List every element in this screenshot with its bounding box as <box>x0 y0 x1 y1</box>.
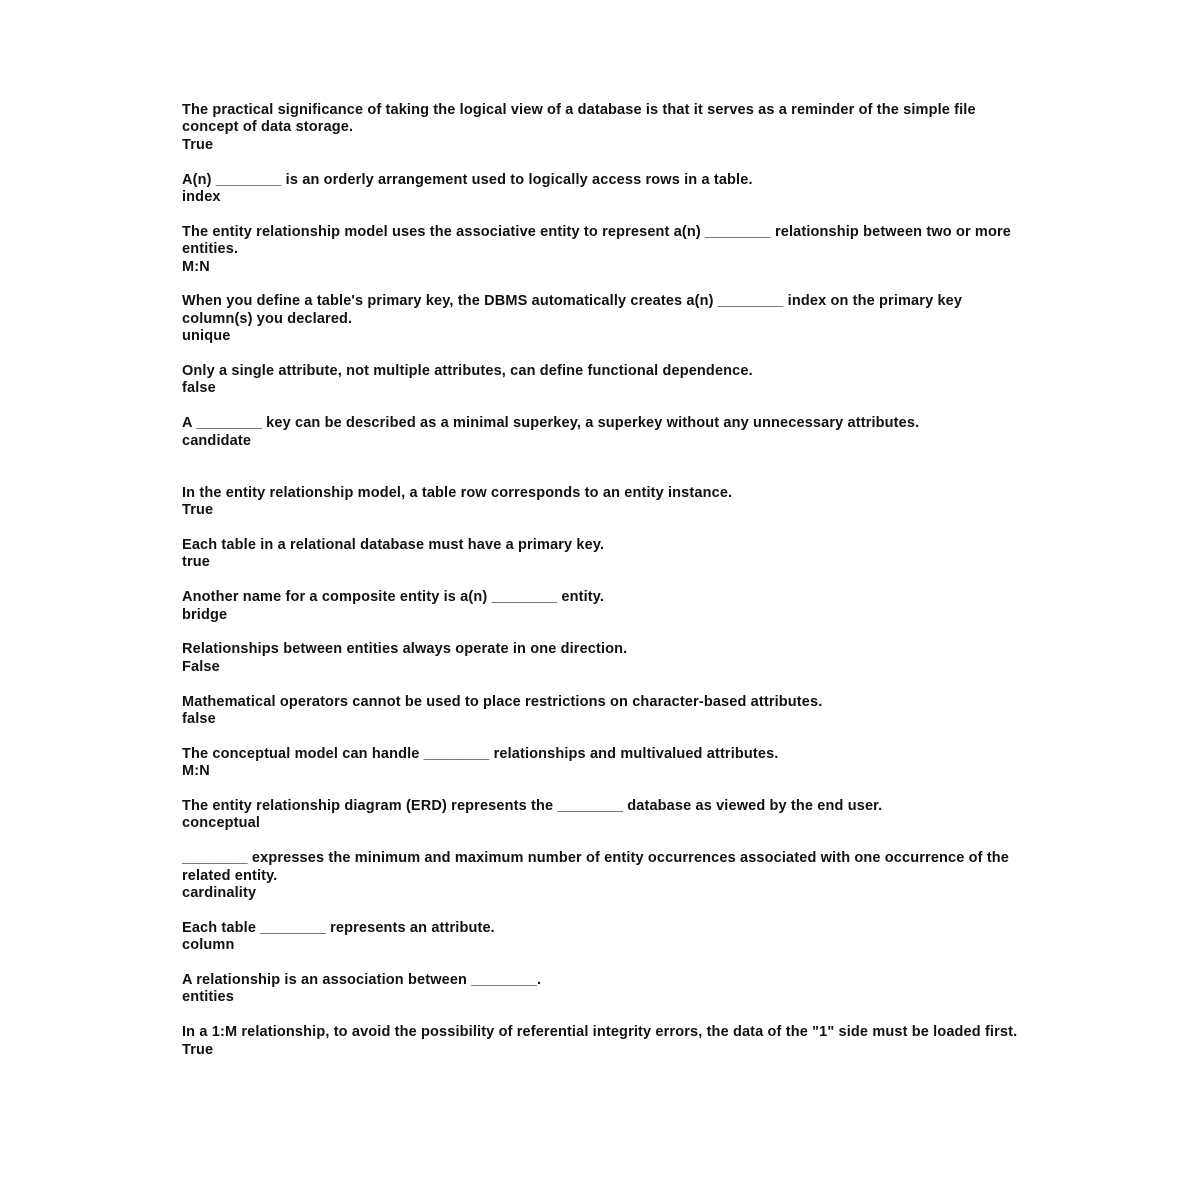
qa-item <box>182 415 1022 450</box>
question-text: Each table in a relational database must have a primary key. <box>182 537 605 554</box>
question-text: Each table ________ represents an attribute. <box>182 919 495 936</box>
answer-text: bridge <box>182 606 228 623</box>
qa-item <box>182 537 1022 572</box>
question-text: Another name for a composite entity is a(n) ________ entity. <box>182 589 605 606</box>
qa-item <box>182 102 1022 154</box>
qa-item <box>182 746 1022 781</box>
question-text: In the entity relationship model, a table row corresponds to an entity instance. <box>182 484 733 501</box>
qa-item <box>182 589 1022 624</box>
question-text: The conceptual model can handle ________ relationships and multivalued attributes. <box>182 745 779 762</box>
qa-item <box>182 1024 1022 1059</box>
answer-text: M:N <box>182 763 210 780</box>
answer-text: True <box>182 502 214 519</box>
spacer <box>182 520 1022 537</box>
spacer <box>182 624 1022 641</box>
answer-text: True <box>182 1041 214 1058</box>
answer-text: True <box>182 136 214 153</box>
qa-item <box>182 485 1022 520</box>
spacer <box>182 955 1022 972</box>
question-text: Relationships between entities always operate in one direction. <box>182 641 628 658</box>
spacer <box>182 1007 1022 1024</box>
spacer <box>182 572 1022 589</box>
spacer <box>182 450 1022 485</box>
spacer <box>182 346 1022 363</box>
answer-text: true <box>182 554 210 571</box>
qa-item <box>182 172 1022 207</box>
answer-text: M:N <box>182 258 210 275</box>
qa-item <box>182 972 1022 1007</box>
answer-text: index <box>182 189 221 206</box>
spacer <box>182 154 1022 171</box>
document-page <box>182 102 1022 1059</box>
answer-text: candidate <box>182 432 252 449</box>
qa-item <box>182 694 1022 729</box>
qa-item <box>182 850 1022 902</box>
qa-item <box>182 224 1022 276</box>
spacer <box>182 781 1022 798</box>
qa-item <box>182 363 1022 398</box>
spacer <box>182 398 1022 415</box>
answer-text: False <box>182 658 220 675</box>
answer-text: conceptual <box>182 815 261 832</box>
answer-text: false <box>182 380 216 397</box>
spacer <box>182 676 1022 693</box>
spacer <box>182 728 1022 745</box>
answer-text: cardinality <box>182 885 257 902</box>
spacer <box>182 833 1022 850</box>
question-text: When you define a table's primary key, the DBMS automatically creates a(n) ________ index on the primary key column(s) you declared. <box>182 293 963 327</box>
question-text: Mathematical operators cannot be used to place restrictions on character-based attributes. <box>182 693 823 710</box>
question-text: ________ expresses the minimum and maximum number of entity occurrences associated with one occurrence of the related entity. <box>182 850 1010 884</box>
question-text: A ________ key can be described as a minimal superkey, a superkey without any unnecessary attributes. <box>182 415 920 432</box>
question-text: The entity relationship diagram (ERD) represents the ________ database as viewed by the end user. <box>182 798 883 815</box>
qa-item <box>182 920 1022 955</box>
answer-text: false <box>182 711 216 728</box>
spacer <box>182 206 1022 223</box>
question-text: A(n) ________ is an orderly arrangement used to logically access rows in a table. <box>182 171 753 188</box>
qa-item <box>182 798 1022 833</box>
spacer <box>182 902 1022 919</box>
answer-text: unique <box>182 328 231 345</box>
question-text: Only a single attribute, not multiple attributes, can define functional dependence. <box>182 363 753 380</box>
answer-text: entities <box>182 989 234 1006</box>
question-text: The entity relationship model uses the associative entity to represent a(n) ________ relationship between two or more entities. <box>182 223 1011 258</box>
qa-item <box>182 641 1022 676</box>
qa-item <box>182 293 1022 345</box>
answer-text: column <box>182 937 235 954</box>
question-text: The practical significance of taking the logical view of a database is that it serves as a reminder of the simple file concept of data storage. <box>182 102 976 136</box>
question-text: A relationship is an association between ________. <box>182 972 542 989</box>
spacer <box>182 276 1022 293</box>
question-text: In a 1:M relationship, to avoid the possibility of referential integrity errors, the data of the "1" side must be loaded first. <box>182 1024 1018 1041</box>
